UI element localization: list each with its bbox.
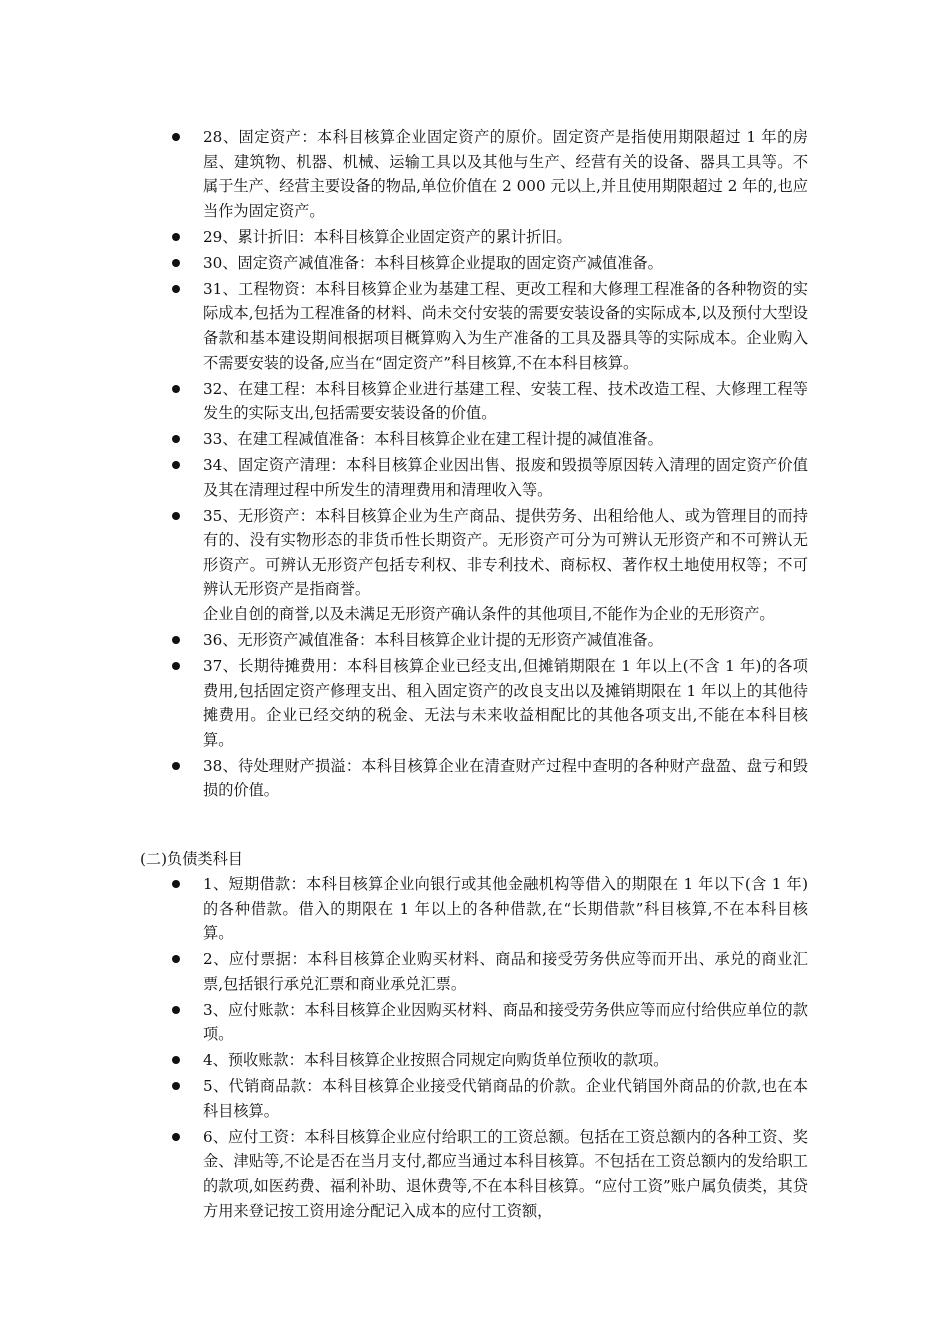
list-item — [0, 872, 808, 946]
bullet-icon — [172, 1056, 180, 1064]
section-heading: (二)负债类科目 — [140, 850, 243, 868]
assets-list — [0, 125, 950, 804]
item-text: 32、在建工程：本科目核算企业进行基建工程、安装工程、技术改造工程、大修理工程等发生的实际支出,包括需要安装设备的价值。 — [203, 379, 808, 423]
bullet-icon — [172, 385, 180, 393]
bullet-icon — [172, 133, 180, 141]
item-text: 4、预收账款：本科目核算企业按照合同规定向购货单位预收的款项。 — [203, 1051, 669, 1070]
bullet-icon — [172, 1082, 180, 1090]
list-item — [0, 453, 808, 502]
list-item — [0, 654, 808, 752]
item-text: 2、应付票据：本科目核算企业购买材料、商品和接受劳务供应等而开出、承兑的商业汇票,包括银行承兑汇票和商业承兑汇票。 — [203, 950, 808, 993]
item-text: 29、累计折旧：本科目核算企业固定资产的累计折旧。 — [203, 227, 572, 246]
list-item — [0, 1074, 808, 1123]
list-item — [0, 628, 808, 653]
bullet-icon — [172, 435, 180, 443]
bullet-icon — [172, 662, 180, 670]
item-text: 3、应付账款：本科目核算企业因购买材料、商品和接受劳务供应等而应付给供应单位的款项。 — [203, 1000, 808, 1044]
bullet-icon — [172, 285, 180, 293]
bullet-icon — [172, 880, 180, 888]
item-text: 37、长期待摊费用：本科目核算企业已经支出,但摊销期限在 1 年以上(不含 1 年)的各项费用,包括固定资产修理支出、租入固定资产的改良支出以及摊销期限在 1 年以上的其他待摊费用。企业已经交纳的税金、无法与未来收益相配比的其他各项支出,不能在本科目核算。 — [203, 656, 808, 749]
list-item — [0, 998, 808, 1047]
list-item — [0, 1125, 808, 1223]
bullet-icon — [172, 259, 180, 267]
bullet-icon — [172, 233, 180, 241]
item-text: 38、待处理财产损溢：本科目核算企业在清查财产过程中查明的各种财产盘盈、盘亏和毁损的价值。 — [203, 756, 808, 800]
item-text: 35、无形资产：本科目核算企业为生产商品、提供劳务、出租给他人、或为管理目的而持有的、没有实物形态的非货币性长期资产。无形资产可分为可辨认无形资产和不可辨认无形资产。可辨认无形资产包括专利权、非专利技术、商标权、著作权土地使用权等；不可辨认无形资产是指商誉。 — [203, 506, 808, 599]
bullet-icon — [172, 1006, 180, 1014]
list-item — [0, 754, 808, 803]
item-extra-paragraph: 企业自创的商誉,以及未满足无形资产确认条件的其他项目,不能作为企业的无形资产。 — [203, 605, 775, 624]
item-text: 1、短期借款：本科目核算企业向银行或其他金融机构等借入的期限在 1 年以下(含 1 年)的各种借款。借入的期限在 1 年以上的各种借款,在“长期借款”科目核算,不在本科目核算。 — [203, 875, 808, 943]
item-text: 36、无形资产减值准备：本科目核算企业计提的无形资产减值准备。 — [203, 631, 663, 649]
item-text: 31、工程物资：本科目核算企业为基建工程、更改工程和大修理工程准备的各种物资的实际成本,包括为工程准备的材料、尚未交付安装的需要安装设备的实际成本,以及预付大型设备款和基本建设期间根据项目概算购入为生产准备的工具及器具等的实际成本。企业购入不需要安装的设备,应当在“固定资产”科目核算,不在本科目核算。 — [203, 279, 808, 372]
bullet-icon — [172, 955, 180, 963]
liabilities-list — [0, 872, 950, 1225]
list-item — [0, 504, 808, 627]
bullet-icon — [172, 636, 180, 644]
bullet-icon — [172, 1133, 180, 1141]
list-item — [0, 427, 808, 452]
list-item — [0, 125, 808, 223]
bullet-icon — [172, 512, 180, 520]
item-text: 6、应付工资：本科目核算企业应付给职工的工资总额。包括在工资总额内的各种工资、奖金、津贴等,不论是否在当月支付,都应当通过本科目核算。不包括在工资总额内的发给职工的款项,如医药费、福利补助、退休费等,不在本科目核算。“应付工资”账户属负债类，其贷方用来登记按工资用途分配记入成本的应付工资额， — [203, 1127, 808, 1220]
bullet-icon — [172, 762, 180, 770]
list-item — [0, 277, 808, 375]
item-text: 28、固定资产：本科目核算企业固定资产的原价。固定资产是指使用期限超过 1 年的房屋、建筑物、机器、机械、运输工具以及其他与生产、经营有关的设备、器具工具等。不属于生产、经营主要设备的物品,单位价值在 2 000 元以上,并且使用期限超过 2 年的,也应当作为固定资产。 — [203, 128, 808, 220]
item-text: 34、固定资产清理：本科目核算企业因出售、报废和毁损等原因转入清理的固定资产价值及其在清理过程中所发生的清理费用和清理收入等。 — [203, 456, 808, 499]
list-item — [0, 251, 808, 276]
list-item — [0, 1048, 808, 1073]
item-text: 5、代销商品款：本科目核算企业接受代销商品的价款。企业代销国外商品的价款,也在本科目核算。 — [203, 1077, 808, 1120]
list-item — [0, 225, 808, 250]
item-text: 33、在建工程减值准备：本科目核算企业在建工程计提的减值准备。 — [203, 430, 663, 449]
bullet-icon — [172, 461, 180, 469]
list-item — [0, 377, 808, 426]
list-item — [0, 947, 808, 996]
item-text: 30、固定资产减值准备：本科目核算企业提取的固定资产减值准备。 — [203, 253, 663, 272]
